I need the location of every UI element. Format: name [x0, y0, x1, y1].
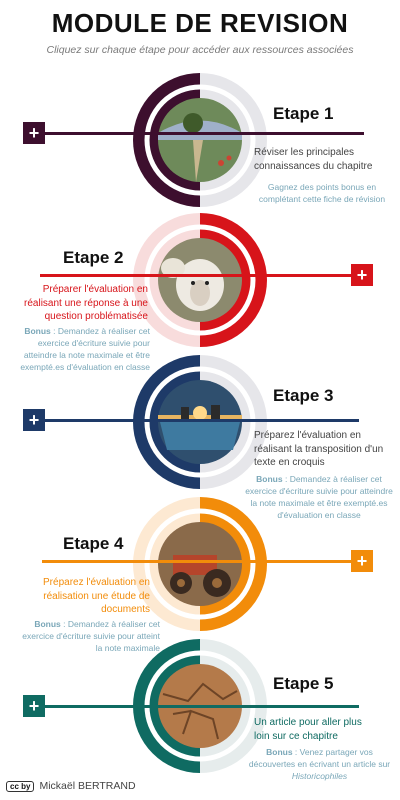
step-3-title: Etape 3: [273, 386, 334, 405]
step-3: [0, 350, 400, 520]
step-5-plus-icon[interactable]: +: [23, 695, 45, 717]
step-4-bonus-label: Bonus: [34, 619, 61, 629]
step-2: [0, 210, 400, 372]
page-subtitle: Cliquez sur chaque étape pour accéder aux ressources associées: [46, 44, 354, 56]
step-1-bonus: Gagnez des points bonus en complétant cette fiche de révision: [258, 182, 386, 204]
historicophiles-link[interactable]: Historicophiles: [291, 771, 348, 781]
step-4-ring[interactable]: [133, 497, 267, 631]
step-2-title: Etape 2: [63, 248, 124, 267]
step-2-plus-icon[interactable]: +: [351, 264, 373, 286]
step-4-title: Etape 4: [63, 534, 124, 553]
step-1-line: [34, 132, 364, 135]
step-5-bonus-text: : Venez partager vos découvertes en écrivant un article sur: [248, 747, 391, 769]
step-5-bonus-label: Bonus: [266, 747, 293, 757]
step-3-bonus-text: : Demandez à réaliser cet exercice d'écriture suivie pour atteindre la note maximale et être exempté.es d'évaluation en classe: [245, 474, 393, 520]
step-3-description: Préparez l'évaluation en réalisant la transposition d'un texte en croquis: [254, 430, 384, 468]
step-2-description: Préparer l'évaluation en réalisant une réponse à une question problématisée: [24, 284, 148, 322]
step-3-bonus-label: Bonus: [256, 474, 283, 484]
step-4: [0, 494, 400, 653]
step-3-plus-icon[interactable]: +: [23, 409, 45, 431]
step-3-ring[interactable]: [133, 355, 267, 489]
step-2-bonus-label: Bonus: [24, 326, 51, 336]
footer: [6, 780, 136, 792]
cc-by-icon[interactable]: cc by: [6, 781, 34, 792]
step-3-line: [34, 419, 359, 422]
step-1-plus-icon[interactable]: +: [23, 122, 45, 144]
step-4-line: [42, 560, 372, 563]
step-1-title: Etape 1: [273, 104, 334, 123]
step-5-title: Etape 5: [273, 674, 334, 693]
step-1-description: Réviser les principales connaissances du chapitre: [254, 147, 373, 172]
step-2-bonus-text: : Demandez à réaliser cet exercice d'écriture suivie pour atteindre la note maximale et être exempté.es d'évaluation en classe: [20, 326, 150, 372]
step-1: [0, 70, 400, 205]
step-5-bonus: [247, 746, 392, 782]
step-5: [0, 636, 400, 781]
author-name: Mickaël BERTRAND: [39, 780, 136, 792]
step-4-bonus-text: : Demandez à réaliser cet exercice d'écriture suivie pour atteint la note maximale: [22, 619, 160, 653]
page-title: MODULE DE REVISION: [51, 8, 349, 38]
step-5-line: [34, 705, 359, 708]
step-1-ring[interactable]: [133, 73, 267, 207]
step-5-description: Un article pour aller plus loin sur ce chapitre: [254, 717, 362, 742]
step-2-line: [40, 274, 370, 277]
step-4-description: Préparez l'évaluation en réalisation une étude de documents: [43, 577, 150, 615]
step-2-ring[interactable]: [133, 213, 267, 347]
step-4-plus-icon[interactable]: +: [351, 550, 373, 572]
